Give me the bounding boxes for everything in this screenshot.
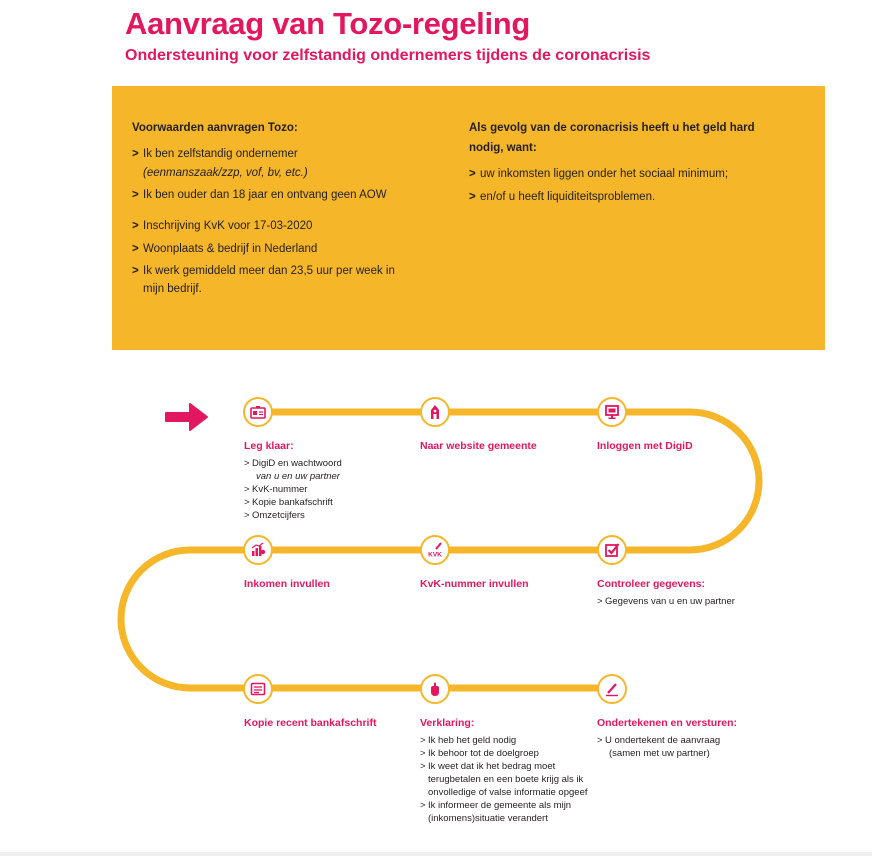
need-item: > uw inkomsten liggen onder het sociaal minimum;: [469, 165, 799, 183]
step-list-leg-klaar: [244, 457, 414, 522]
step-list-verklaring: [420, 734, 588, 825]
raised-hand-icon: [420, 674, 450, 704]
computer-icon: [597, 397, 627, 427]
conditions-heading: Voorwaarden aanvragen Tozo:: [132, 122, 298, 134]
step-item-text: DigiD en wachtwoord: [252, 458, 342, 469]
pen-sign-icon: [597, 674, 627, 704]
need-heading: Als gevolg van de coronacrisis heeft u het geld hard nodig, want:: [469, 122, 755, 155]
step-item: [597, 734, 797, 760]
step-item: > Omzetcijfers: [244, 509, 414, 522]
step-item-text: U ondertekent de aanvraag: [605, 735, 721, 746]
page-subtitle: Ondersteuning voor zelfstandig ondernemers tijdens de coronacrisis: [125, 47, 651, 64]
checkbox-icon: [597, 535, 627, 565]
start-arrow-icon: [162, 399, 210, 435]
step-item: > Kopie bankafschrift: [244, 496, 414, 509]
step-item: [244, 457, 414, 483]
step-item: > Ik behoor tot de doelgroep: [420, 747, 588, 760]
condition-text: Ik ben ouder dan 18 jaar en ontvang geen AOW: [143, 188, 387, 201]
town-hall-icon: [420, 397, 450, 427]
step-label-digid: Inloggen met DigiD: [597, 440, 693, 452]
step-label-website: Naar website gemeente: [420, 440, 537, 452]
step-label-ondertekenen: Ondertekenen en versturen:: [597, 717, 738, 729]
step-item-note: van u en uw partner: [256, 471, 340, 482]
footer-divider: [0, 852, 872, 856]
page-title: Aanvraag van Tozo-regeling: [125, 6, 531, 41]
condition-text: Ik werk gemiddeld meer dan 23,5 uur per week in mijn bedrijf.: [143, 265, 395, 296]
step-label-verklaring: Verklaring:: [420, 717, 475, 729]
step-item: > Gegevens van u en uw partner: [597, 595, 797, 608]
condition-text: Woonplaats & bedrijf in Nederland: [143, 242, 318, 255]
need-item: > en/of u heeft liquiditeitsproblemen.: [469, 188, 799, 206]
step-list-controleer: [597, 595, 797, 608]
id-card-icon: [243, 397, 273, 427]
step-label-inkomen: Inkomen invullen: [244, 578, 330, 590]
step-list-ondertekenen: [597, 734, 797, 760]
step-item: > Ik informeer de gemeente als mijn (inkomens)situatie verandert: [420, 799, 588, 825]
step-label-kvk: KvK-nummer invullen: [420, 578, 529, 590]
step-item-note: (samen met uw partner): [609, 748, 710, 759]
step-label-bankafschrift: Kopie recent bankafschrift: [244, 717, 377, 729]
step-label-controleer: Controleer gegevens:: [597, 578, 705, 590]
condition-text: Ik ben zelfstandig ondernemer: [143, 148, 298, 161]
step-item: > KvK-nummer: [244, 483, 414, 496]
condition-text: Inschrijving KvK voor 17-03-2020: [143, 220, 313, 233]
kvk-pen-icon: [420, 535, 450, 565]
step-label-leg-klaar: Leg klaar:: [244, 440, 294, 452]
condition-note: (eenmanszaak/zzp, vof, bv, etc.): [143, 166, 308, 179]
kvk-badge-text: KVK: [428, 551, 442, 558]
bank-statement-icon: [243, 674, 273, 704]
income-chart-icon: [243, 535, 273, 565]
step-item: > Ik weet dat ik het bedrag moet terugbetalen en een boete krijg als ik onvolledige of valse informatie opgeef: [420, 760, 588, 799]
step-item: > Ik heb het geld nodig: [420, 734, 588, 747]
